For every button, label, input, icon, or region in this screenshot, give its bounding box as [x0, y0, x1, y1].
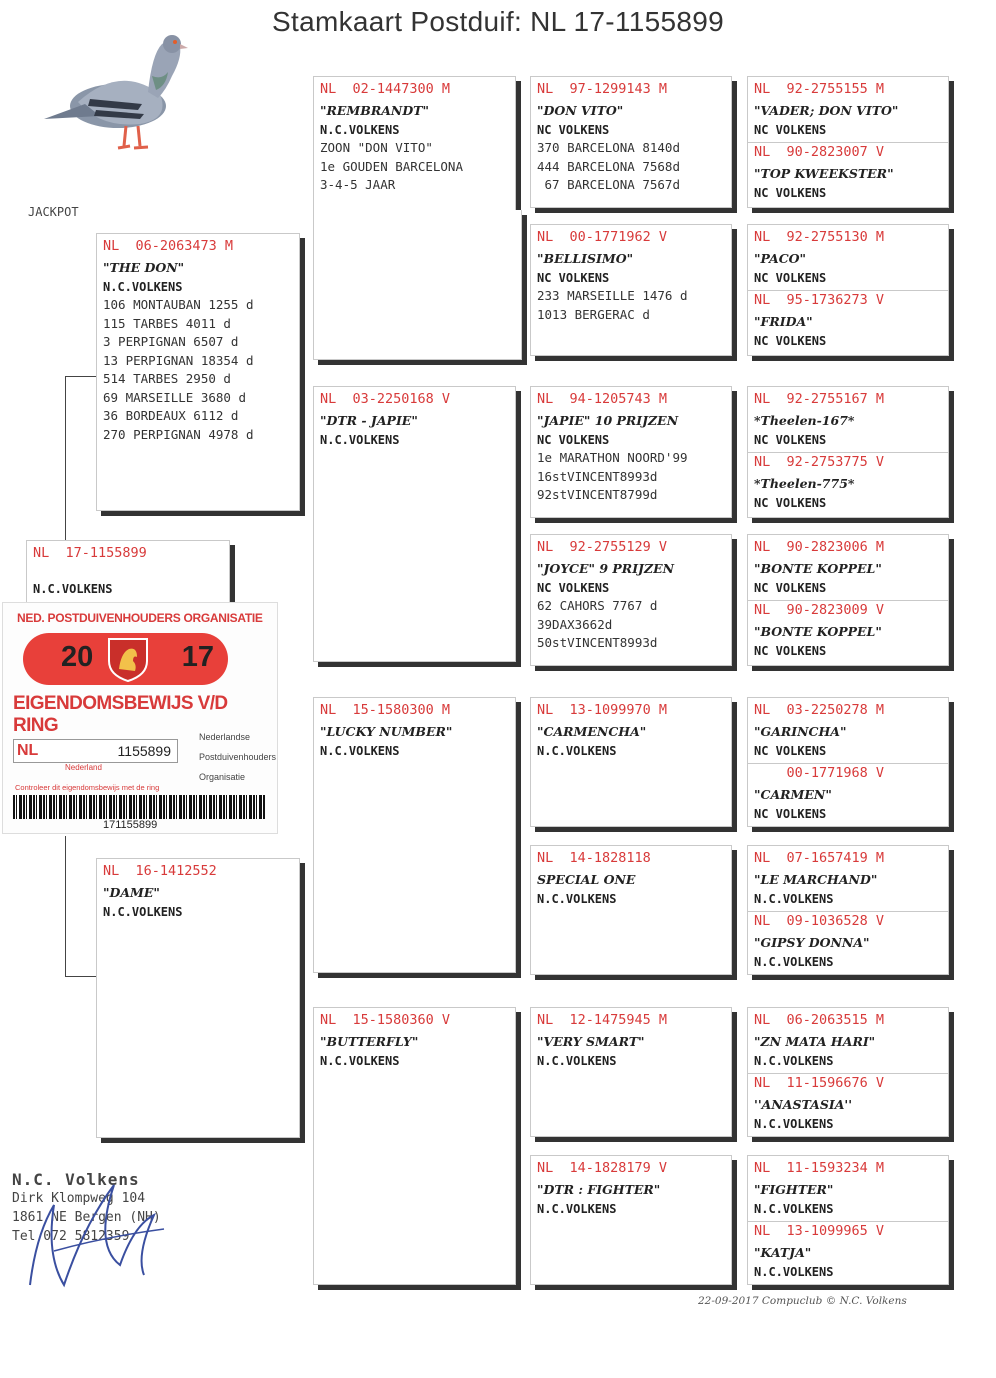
card-npo-line: Organisatie	[199, 772, 246, 782]
result: 67 BARCELONA 7567d	[537, 177, 680, 192]
card-year-left: 20	[61, 641, 94, 673]
pigeon-name: "PACO"	[754, 251, 807, 266]
pigeon-name: "DTR - JAPIE"	[320, 413, 418, 428]
card-number: 1155899	[117, 743, 171, 759]
gen4-pair-2	[747, 224, 949, 356]
owner-name: N.C.VOLKENS	[320, 432, 400, 447]
pigeon-icon	[30, 24, 190, 159]
owner-name: N.C.VOLKENS	[537, 891, 617, 906]
pigeon-name: "REMBRANDT"	[320, 103, 429, 118]
pigeon-name: "VERY SMART"	[537, 1034, 645, 1049]
ring-number: NL 90-2823006 M	[754, 539, 885, 555]
pigeon-name: "GARINCHA"	[754, 724, 847, 739]
ring-number: NL 90-2823007 V	[754, 144, 885, 160]
owner-name: N.C.VOLKENS	[320, 743, 400, 758]
dam-name: "DAME"	[103, 885, 160, 900]
pigeon-name: SPECIAL ONE	[537, 872, 636, 887]
gen3-card-2	[530, 224, 732, 356]
sire-ring: NL 06-2063473 M	[103, 238, 234, 254]
dam-ring: NL 16-1412552	[103, 863, 217, 879]
breeder-name: N.C. Volkens	[12, 1170, 140, 1189]
gen3-card-3	[530, 386, 732, 518]
ring-number: NL 12-1475945 M	[537, 1012, 668, 1028]
owner-name: N.C.VOLKENS	[537, 1201, 617, 1216]
result: 370 BARCELONA 8140d	[537, 140, 680, 155]
pigeon-name: "BELLISIMO"	[537, 251, 634, 266]
result: 92stVINCENT8799d	[537, 487, 658, 502]
ring-number: NL 00-1771962 V	[537, 229, 668, 245]
owner-name: NC VOLKENS	[754, 432, 827, 447]
pigeon-name: "FRIDA"	[754, 314, 813, 329]
pigeon-name: "LE MARCHAND"	[754, 872, 878, 887]
result: 1013 BERGERAC d	[537, 306, 650, 322]
owner-name: N.C.VOLKENS	[754, 1264, 834, 1279]
ring-number: NL 06-2063515 M	[754, 1012, 885, 1028]
owner-name: NC VOLKENS	[537, 122, 610, 137]
owner-name: NC VOLKENS	[537, 432, 610, 447]
ring-number: NL 15-1580360 V	[320, 1012, 451, 1028]
ring-number: NL 15-1580300 M	[320, 702, 451, 718]
ring-number: NL 03-2250278 M	[754, 702, 885, 718]
sire-result: 270 PERPIGNAN 4978 d	[103, 426, 254, 442]
pigeon-name: "KATJA"	[754, 1245, 812, 1260]
sire-result: 106 MONTAUBAN 1255 d	[103, 297, 254, 312]
subject-card	[26, 540, 230, 606]
gen4-pair-7	[747, 1007, 949, 1137]
breeder-phone: Tel 072 5812359	[12, 1229, 130, 1244]
gen4-pair-6	[747, 845, 949, 975]
owner-name: N.C.VOLKENS	[320, 122, 400, 137]
gen3-card-5	[530, 697, 732, 827]
dam-owner: N.C.VOLKENS	[103, 904, 183, 919]
sire-result: 69 MARSEILLE 3680 d	[103, 389, 246, 405]
ring-number: NL 14-1828118	[537, 850, 651, 866]
pigeon-name: "JOYCE" 9 PRIJZEN	[537, 561, 675, 576]
result: 50stVINCENT8993d	[537, 635, 658, 650]
result: 3-4-5 JAAR	[320, 177, 396, 192]
owner-name: N.C.VOLKENS	[754, 1053, 834, 1068]
sire-owner: N.C.VOLKENS	[103, 279, 183, 294]
result: 233 MARSEILLE 1476 d	[537, 288, 688, 303]
ring-number: NL 09-1036528 V	[754, 913, 885, 929]
gen3-card-7	[530, 1007, 732, 1137]
ring-number: NL 92-2753775 V	[754, 454, 885, 470]
dam-card	[96, 858, 300, 1138]
lion-crest-icon	[105, 635, 151, 683]
gen2-card-4	[313, 1007, 516, 1285]
gen2-card-2	[313, 386, 516, 662]
ring-number: NL 03-2250168 V	[320, 391, 451, 407]
ring-number: 00-1771968 V	[754, 765, 885, 781]
barcode-number: 171155899	[103, 819, 158, 831]
ring-number: NL 92-2755129 V	[537, 539, 668, 555]
gen3-card-8	[530, 1155, 732, 1285]
owner-name: N.C.VOLKENS	[754, 954, 834, 969]
subject-ring: NL 17-1155899	[33, 545, 147, 561]
card-ring-field	[13, 739, 178, 763]
pigeon-name: "BONTE KOPPEL"	[754, 624, 882, 639]
sire-result: 3 PERPIGNAN 6507 d	[103, 334, 239, 349]
result: 1e MARATHON NOORD'99	[537, 450, 688, 465]
sire-result: 13 PERPIGNAN 18354 d	[103, 352, 254, 368]
gen3-card-6	[530, 845, 732, 975]
ring-number: NL 95-1736273 V	[754, 292, 885, 308]
gen4-pair-4	[747, 534, 949, 666]
owner-name: NC VOLKENS	[754, 495, 827, 510]
subject-owner: N.C.VOLKENS	[33, 582, 113, 596]
ring-number: NL 14-1828179 V	[537, 1160, 668, 1176]
owner-name: N.C.VOLKENS	[754, 1201, 834, 1216]
ring-number: NL 90-2823009 V	[754, 602, 885, 618]
pigeon-name: "CARMEN"	[754, 787, 832, 802]
ring-number: NL 92-2755155 M	[754, 81, 885, 97]
pigeon-name: "DON VITO"	[537, 103, 624, 118]
card-country: Nederland	[65, 763, 102, 772]
gen4-pair-5	[747, 697, 949, 827]
gen3-card-1	[530, 76, 732, 208]
pigeon-name: "TOP KWEEKSTER"	[754, 166, 894, 181]
result: 1e GOUDEN BARCELONA	[320, 158, 463, 174]
footer-credit: 22-09-2017 Compuclub © N.C. Volkens	[698, 1295, 907, 1307]
result: 444 BARCELONA 7568d	[537, 158, 680, 174]
owner-name: NC VOLKENS	[537, 580, 610, 595]
gen3-card-4	[530, 534, 732, 666]
ring-number: NL 94-1205743 M	[537, 391, 668, 407]
result: 16stVINCENT8993d	[537, 468, 658, 484]
card-year-badge	[23, 633, 228, 685]
pigeon-name: "VADER; DON VITO"	[754, 103, 899, 118]
result: 62 CAHORS 7767 d	[537, 598, 658, 613]
gen2-card-1	[313, 76, 516, 214]
gen4-pair-1	[747, 76, 949, 208]
card-nl: NL	[17, 742, 39, 759]
card-title: EIGENDOMSBEWIJS V/D RING	[13, 693, 228, 736]
sire-name: "THE DON"	[103, 260, 185, 275]
owner-name: NC VOLKENS	[754, 643, 827, 658]
ring-number: NL 02-1447300 M	[320, 81, 451, 97]
ring-number: NL 07-1657419 M	[754, 850, 885, 866]
ring-number: NL 11-1596676 V	[754, 1075, 885, 1091]
owner-name: NC VOLKENS	[754, 580, 827, 595]
pigeon-name: "BUTTERFLY"	[320, 1034, 419, 1049]
ring-number: NL 13-1099970 M	[537, 702, 668, 718]
page-title: Stamkaart Postduif: NL 17-1155899	[272, 6, 724, 37]
owner-name: N.C.VOLKENS	[537, 1053, 617, 1068]
pigeon-name: *Theelen-775*	[754, 476, 855, 491]
pigeon-name: *Theelen-167*	[754, 413, 855, 428]
owner-name: NC VOLKENS	[754, 806, 827, 821]
owner-name: N.C.VOLKENS	[537, 743, 617, 758]
sire-result: 36 BORDEAUX 6112 d	[103, 408, 239, 423]
gen2-card-3	[313, 697, 516, 973]
owner-name: NC VOLKENS	[754, 333, 827, 348]
sire-card	[96, 233, 300, 511]
pigeon-name: "GIPSY DONNA"	[754, 935, 870, 950]
pigeon-name: "LUCKY NUMBER"	[320, 724, 453, 739]
sire-result: 115 TARBES 4011 d	[103, 315, 231, 331]
card-year-right: 17	[181, 641, 214, 673]
result: ZOON "DON VITO"	[320, 140, 433, 155]
card-npo-line: Postduivenhouders	[199, 752, 277, 762]
owner-name: NC VOLKENS	[537, 270, 610, 285]
card-org: NED. POSTDUIVENHOUDERS ORGANISATIE	[17, 611, 263, 625]
owner-name: N.C.VOLKENS	[320, 1053, 400, 1068]
pigeon-name: "DTR : FIGHTER"	[537, 1182, 661, 1197]
barcode	[13, 795, 265, 819]
ring-number: NL 92-2755167 M	[754, 391, 885, 407]
owner-name: NC VOLKENS	[754, 122, 827, 137]
card-npo	[199, 727, 276, 787]
jackpot-label: JACKPOT	[28, 205, 79, 219]
ring-number: NL 97-1299143 M	[537, 81, 668, 97]
result: 39DAX3662d	[537, 616, 613, 632]
ring-number: NL 13-1099965 V	[754, 1223, 885, 1239]
owner-name: NC VOLKENS	[754, 743, 827, 758]
pigeon-name: "JAPIE" 10 PRIJZEN	[537, 413, 679, 428]
owner-name: NC VOLKENS	[754, 185, 827, 200]
sire-result: 514 TARBES 2950 d	[103, 371, 231, 386]
owner-name: N.C.VOLKENS	[754, 1116, 834, 1131]
pigeon-name: "BONTE KOPPEL"	[754, 561, 882, 576]
pigeon-name: "ZN MATA HARI"	[754, 1034, 876, 1049]
ring-number: NL 11-1593234 M	[754, 1160, 885, 1176]
signature-icon	[24, 1165, 174, 1305]
pigeon-name: ''ANASTASIA''	[754, 1097, 853, 1112]
owner-name: N.C.VOLKENS	[754, 891, 834, 906]
breeder-city: 1861 NE Bergen (NH)	[12, 1210, 161, 1225]
owner-name: NC VOLKENS	[754, 270, 827, 285]
card-npo-line: Nederlandse	[199, 732, 251, 742]
gen4-pair-3	[747, 386, 949, 518]
gen4-pair-8	[747, 1155, 949, 1285]
card-control-text: Controleer dit eigendomsbewijs met de ring	[15, 783, 160, 792]
ring-number: NL 92-2755130 M	[754, 229, 885, 245]
ring-ownership-card	[2, 602, 278, 834]
pigeon-name: "CARMENCHA"	[537, 724, 647, 739]
breeder-address: Dirk Klompweg 104	[12, 1191, 146, 1206]
pigeon-name: "FIGHTER"	[754, 1182, 834, 1197]
